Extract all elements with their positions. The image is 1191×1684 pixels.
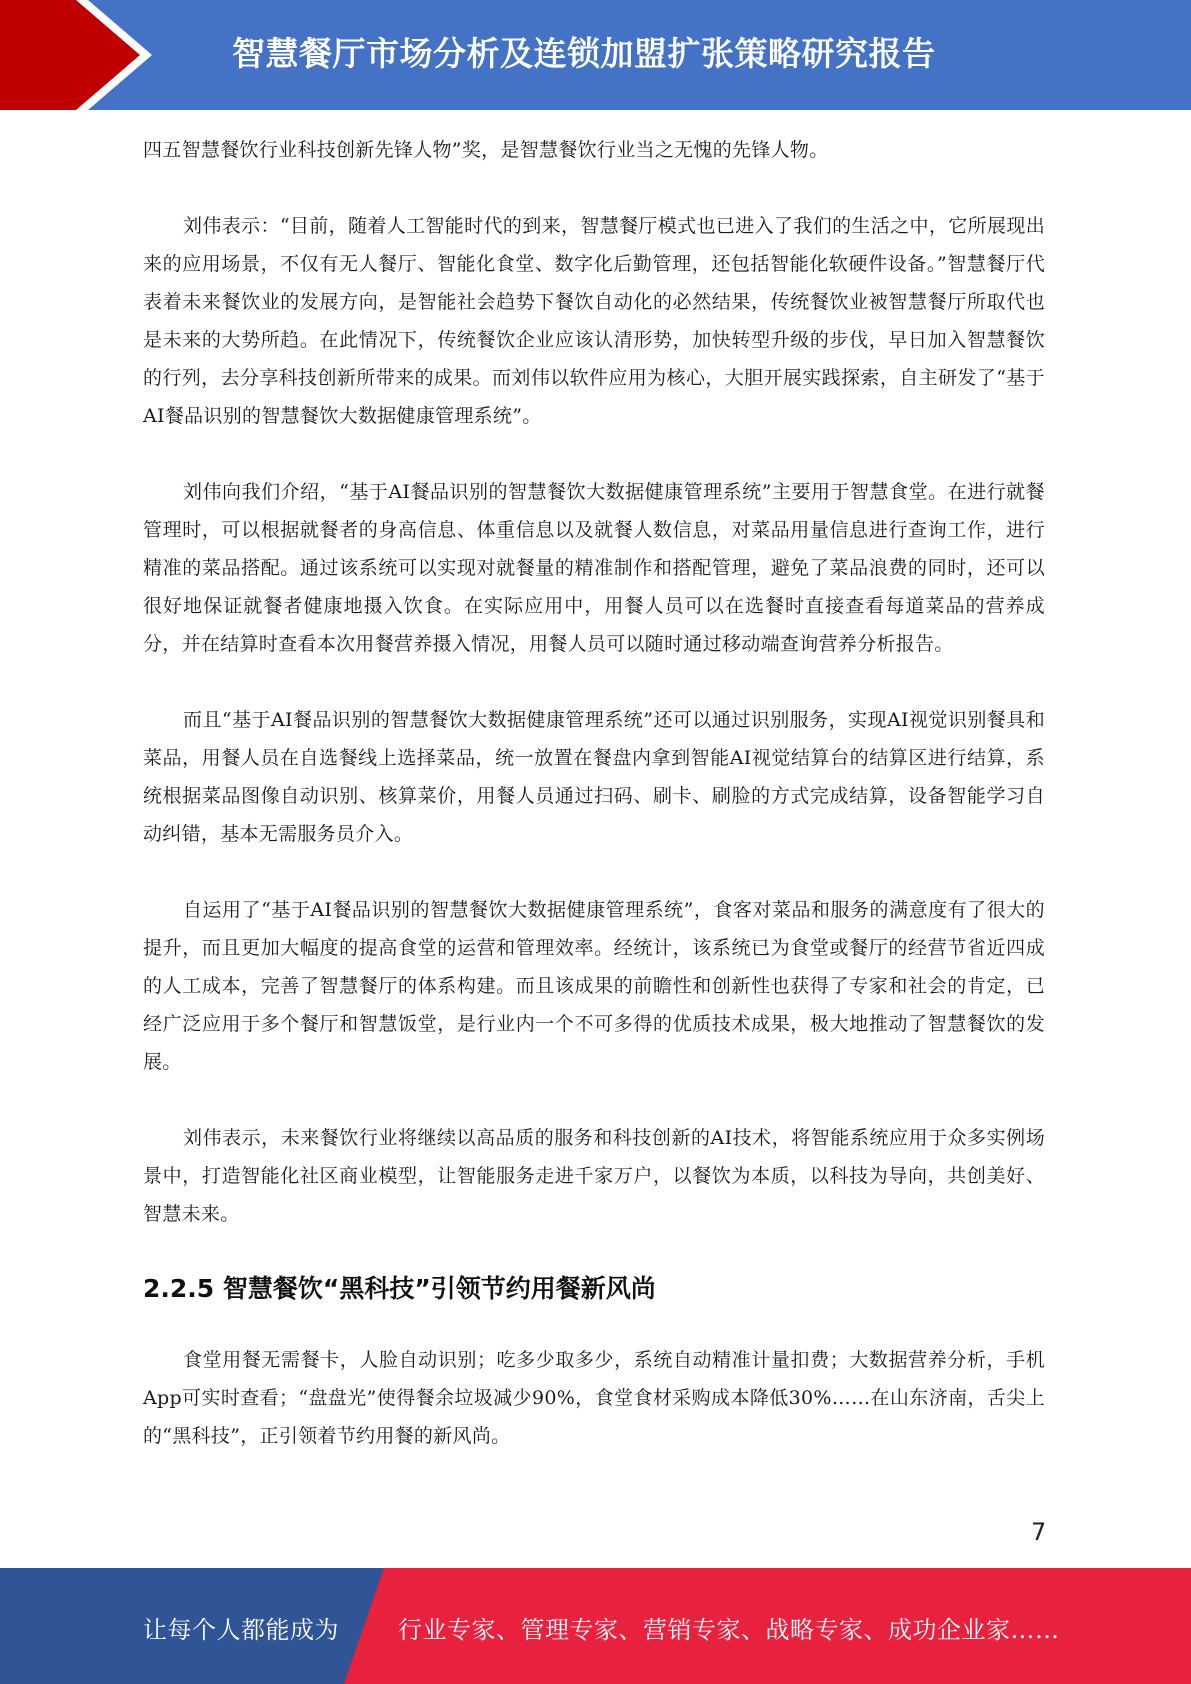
footer-slogan-left: 让每个人都能成为 bbox=[143, 1616, 339, 1644]
footer-slogan-right: 行业专家、管理专家、营销专家、战略专家、成功企业家…… bbox=[398, 1616, 1060, 1644]
page-number: 7 bbox=[1031, 1518, 1047, 1546]
section-heading: 2.2.5 智慧餐饮“黑科技”引领节约用餐新风尚 bbox=[143, 1274, 656, 1303]
paragraph: 刘伟表示，未来餐饮行业将继续以高品质的服务和科技创新的AI技术，将智能系统应用于众多实例场景中，打造智能化社区商业模型，让智能服务走进千家万户，以餐饮为本质，以科技为导向，共创美好、智慧未来。 bbox=[143, 1127, 1045, 1225]
paragraph: 刘伟表示：“目前，随着人工智能时代的到来，智慧餐厅模式也已进入了我们的生活之中，它所展现出来的应用场景，不仅有无人餐厅、智能化食堂、数字化后勤管理，还包括智能化软硬件设备。”智慧餐厅代表着未来餐饮业的发展方向，是智能社会趋势下餐饮自动化的必然结果，传统餐饮业被智慧餐厅所取代也是未来的大势所趋。在此情况下，传统餐饮企业应该认清形势，加快转型升级的步伐，早日加入智慧餐饮的行列，去分享科技创新所带来的成果。而刘伟以软件应用为核心，大胆开展实践探索，自主研发了“基于AI餐品识别的智慧餐饮大数据健康管理系统”。 bbox=[143, 215, 1045, 427]
paragraph: 食堂用餐无需餐卡，人脸自动识别；吃多少取多少，系统自动精准计量扣费；大数据营养分析，手机App可实时查看；“盘盘光”使得餐余垃圾减少90%，食堂食材采购成本降低30%……在山东济南，舌尖上的“黑科技”，正引领着节约用餐的新风尚。 bbox=[143, 1349, 1045, 1447]
paragraph-continuation: 四五智慧餐饮行业科技创新先锋人物”奖，是智慧餐饮行业当之无愧的先锋人物。 bbox=[143, 139, 829, 161]
paragraph: 自运用了“基于AI餐品识别的智慧餐饮大数据健康管理系统”，食客对菜品和服务的满意度有了很大的提升，而且更加大幅度的提高食堂的运营和管理效率。经统计，该系统已为食堂或餐厅的经营节省近四成的人工成本，完善了智慧餐厅的体系构建。而且该成果的前瞻性和创新性也获得了专家和社会的肯定，已经广泛应用于多个餐厅和智慧饭堂，是行业内一个不可多得的优质技术成果，极大地推动了智慧餐饮的发展。 bbox=[143, 899, 1045, 1073]
body-content bbox=[143, 131, 1045, 1455]
paragraph: 而且“基于AI餐品识别的智慧餐饮大数据健康管理系统”还可以通过识别服务，实现AI视觉识别餐具和菜品，用餐人员在自选餐线上选择菜品，统一放置在餐盘内拿到智能AI视觉结算台的结算区进行结算，系统根据菜品图像自动识别、核算菜价，用餐人员通过扫码、刷卡、刷脸的方式完成结算，设备智能学习自动纠错，基本无需服务员介入。 bbox=[143, 709, 1045, 845]
header-chevron-icon bbox=[0, 0, 140, 110]
header-band bbox=[0, 0, 1191, 110]
report-title: 智慧餐厅市场分析及连锁加盟扩张策略研究报告 bbox=[232, 34, 936, 73]
paragraph: 刘伟向我们介绍，“基于AI餐品识别的智慧餐饮大数据健康管理系统”主要用于智慧食堂。在进行就餐管理时，可以根据就餐者的身高信息、体重信息以及就餐人数信息，对菜品用量信息进行查询工作，进行精准的菜品搭配。通过该系统可以实现对就餐量的精准制作和搭配管理，避免了菜品浪费的同时，还可以很好地保证就餐者健康地摄入饮食。在实际应用中，用餐人员可以在选餐时直接查看每道菜品的营养成分，并在结算时查看本次用餐营养摄入情况，用餐人员可以随时通过移动端查询营养分析报告。 bbox=[143, 481, 1045, 655]
